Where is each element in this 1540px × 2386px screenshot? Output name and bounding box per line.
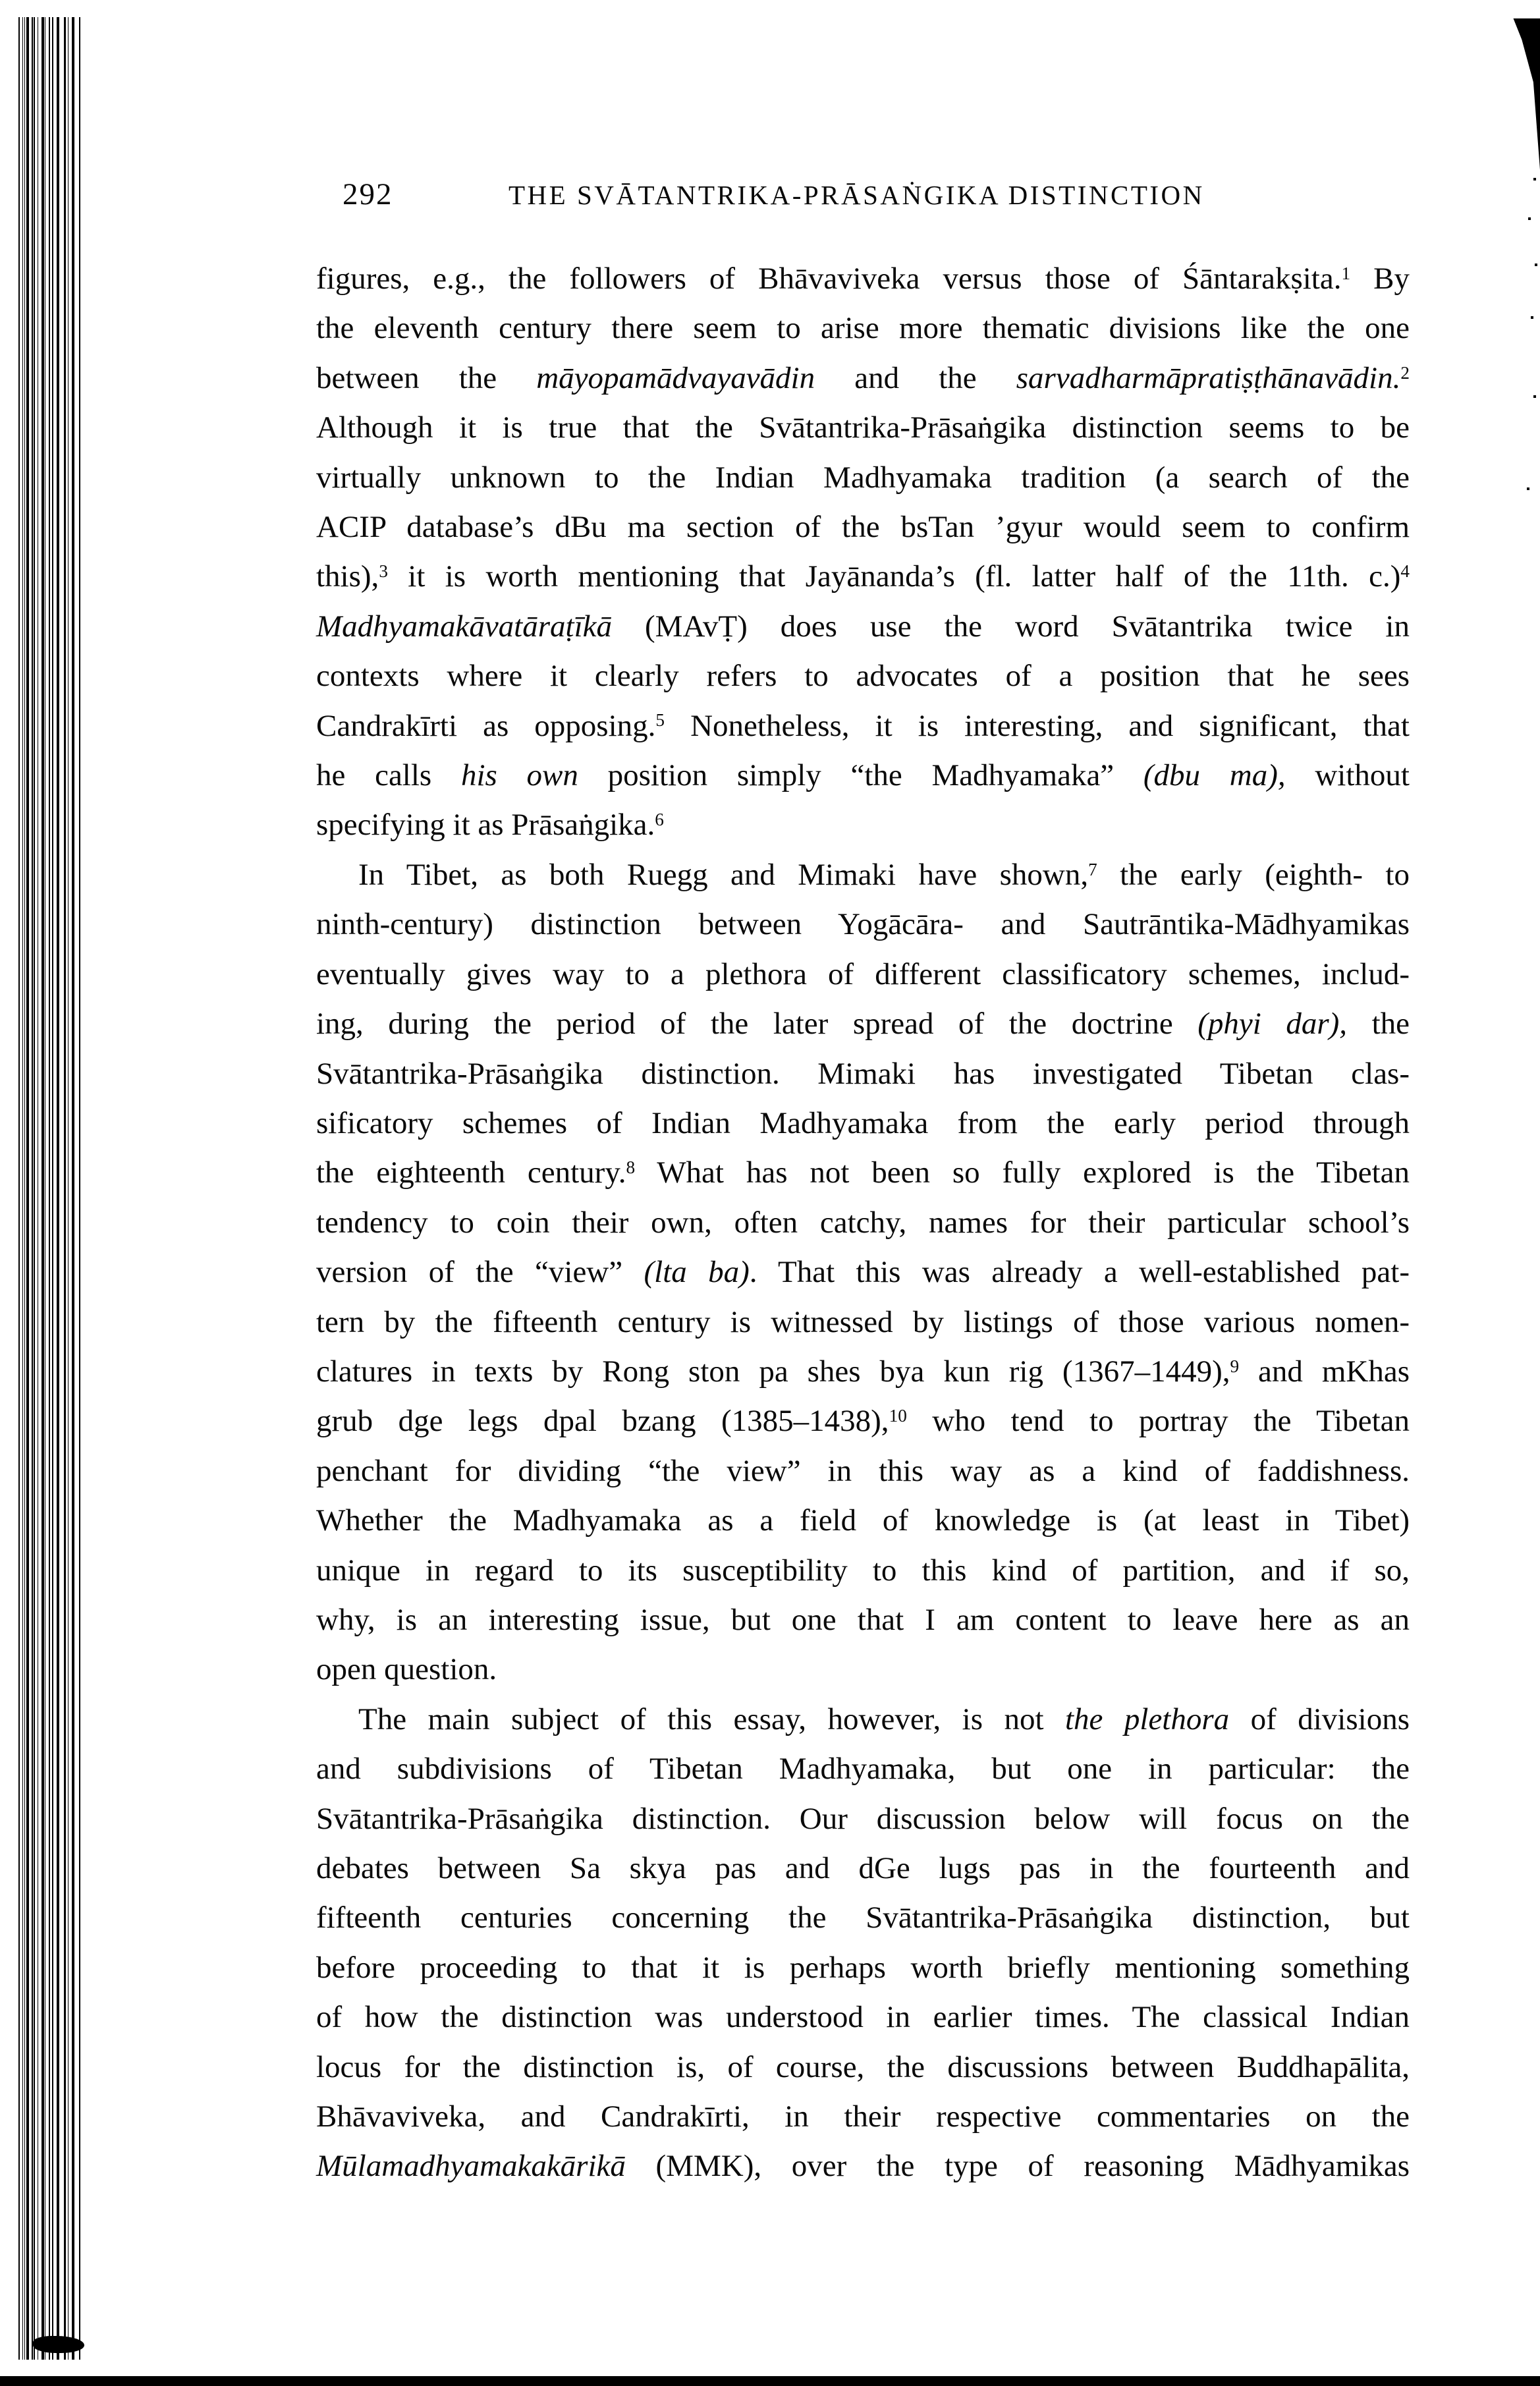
text-line <box>316 1397 1410 1446</box>
text-segment: his own <box>460 758 578 793</box>
footnote-reference: 4 <box>1400 561 1410 582</box>
text-segment: Mūlamadhyamakakārikā <box>316 2149 626 2184</box>
text-line <box>316 1645 1410 1694</box>
text-segment: open question. <box>316 1652 497 1687</box>
text-segment: figures, e.g., the followers of Bhāvaviveka versus those of Śāntarakṣita. <box>316 262 1342 296</box>
text-line <box>316 453 1410 503</box>
running-title: THE SVĀTANTRIKA-PRĀSAṄGIKA DISTINCTION <box>509 180 1205 210</box>
footnote-reference: 5 <box>655 710 665 731</box>
text-line <box>316 1099 1410 1148</box>
text-segment: Svātantrika-Prāsaṅgika distinction. Mimaki has investigated Tibetan clas- <box>316 1056 1410 1091</box>
text-line <box>316 950 1410 999</box>
text-line <box>316 751 1410 800</box>
text-segment: this), <box>316 559 379 594</box>
text-segment: ing, during the period of the later spread of the doctrine <box>316 1007 1198 1041</box>
text-segment: clatures in texts by Rong ston pa shes bya kun rig (1367–1449), <box>316 1354 1230 1389</box>
text-line <box>316 1546 1410 1595</box>
text-segment: of divisions <box>1229 1702 1410 1736</box>
text-segment: of how the distinction was understood in earlier times. The classical Indian <box>316 2000 1410 2035</box>
text-segment: tendency to coin their own, often catchy, names for their particular school’s <box>316 1205 1410 1240</box>
text-line <box>316 1049 1410 1099</box>
text-segment: and the <box>815 360 1016 395</box>
footnote-reference: 10 <box>889 1406 907 1426</box>
binding-blob-artifact <box>33 2336 84 2353</box>
text-line <box>316 1447 1410 1496</box>
text-segment: sarvadharmāpratiṣṭhānavādin. <box>1016 360 1401 395</box>
text-line <box>316 1496 1410 1545</box>
binding-streaks-artifact <box>18 17 82 2360</box>
text-segment: debates between Sa skya pas and dGe lugs pas in the fourteenth and <box>316 1851 1410 1885</box>
text-line <box>316 304 1410 353</box>
corner-speck-artifacts <box>1533 178 1536 180</box>
text-segment: (lta ba) <box>644 1255 750 1290</box>
text-segment: Candrakīrti as opposing. <box>316 708 656 743</box>
text-segment: eventually gives way to a plethora of different classificatory schemes, includ- <box>316 957 1410 991</box>
text-segment: and subdivisions of Tibetan Madhyamaka, but one in particular: the <box>316 1752 1410 1787</box>
text-block <box>316 254 1410 2192</box>
text-line <box>316 1993 1410 2042</box>
text-line <box>316 1595 1410 1645</box>
text-segment: who tend to portray the Tibetan <box>906 1404 1410 1439</box>
text-segment: it is worth mentioning that Jayānanda’s (fl. latter half of the 11th. c.) <box>387 559 1401 594</box>
footnote-reference: 1 <box>1341 263 1351 283</box>
text-line <box>316 2142 1410 2191</box>
text-segment: penchant for dividing “the view” in this way as a kind of faddishness. <box>316 1453 1410 1488</box>
text-segment: (MAvṬ) does use the word Svātantrika twice in <box>612 609 1410 644</box>
text-segment: By <box>1350 262 1410 296</box>
text-segment: Nonetheless, it is interesting, and significant, that <box>665 708 1410 743</box>
text-segment: version of the “view” <box>316 1255 644 1290</box>
text-line <box>316 652 1410 701</box>
text-line <box>316 1198 1410 1248</box>
text-segment: Whether the Madhyamaka as a field of knowledge is (at least in Tibet) <box>316 1503 1410 1538</box>
footnote-reference: 6 <box>655 810 664 830</box>
text-line <box>316 800 1410 850</box>
text-line <box>316 602 1410 652</box>
text-line <box>316 503 1410 552</box>
text-line <box>316 403 1410 453</box>
text-segment: the plethora <box>1065 1702 1230 1736</box>
footnote-reference: 8 <box>626 1157 636 1178</box>
bottom-scan-bar <box>0 2376 1540 2386</box>
text-segment: before proceeding to that it is perhaps worth briefly mentioning something <box>316 1950 1410 1985</box>
text-segment: grub dge legs dpal bzang (1385–1438), <box>316 1404 889 1439</box>
corner-scan-artifact <box>1510 18 1540 170</box>
text-line <box>316 254 1410 304</box>
text-segment: Bhāvaviveka, and Candrakīrti, in their respective commentaries on the <box>316 2099 1410 2134</box>
footnote-reference: 3 <box>379 561 388 582</box>
text-line <box>316 1298 1410 1347</box>
text-segment: (dbu ma), <box>1143 758 1286 793</box>
text-segment: ACIP database’s dBu ma section of the bsTan ’gyur would seem to confirm <box>316 510 1410 545</box>
text-segment: without <box>1285 758 1410 793</box>
text-segment: tern by the fifteenth century is witnessed by listings of those various nomen- <box>316 1304 1410 1339</box>
text-segment: the <box>1347 1007 1410 1041</box>
text-line <box>316 2043 1410 2092</box>
text-segment: why, is an interesting issue, but one that I am content to leave here as an <box>316 1602 1410 1637</box>
page-number: 292 <box>343 177 393 211</box>
text-segment: What has not been so fully explored is the Tibetan <box>635 1155 1410 1190</box>
text-line <box>316 1844 1410 1893</box>
text-line <box>316 850 1410 900</box>
text-line <box>316 354 1410 403</box>
text-line <box>316 1148 1410 1198</box>
text-segment: the early (eighth- to <box>1097 857 1410 892</box>
text-segment: . That this was already a well-established pat- <box>749 1255 1410 1290</box>
text-segment: he calls <box>316 758 461 793</box>
text-line <box>316 1893 1410 1943</box>
text-line <box>316 2092 1410 2142</box>
text-segment: (MMK), over the type of reasoning Mādhyamikas <box>625 2149 1410 2184</box>
text-segment: fifteenth centuries concerning the Svātantrika-Prāsaṅgika distinction, but <box>316 1900 1410 1935</box>
text-segment: sificatory schemes of Indian Madhyamaka from the early period through <box>316 1105 1410 1140</box>
text-segment: the eleventh century there seem to arise more thematic divisions like the one <box>316 311 1410 346</box>
footnote-reference: 7 <box>1088 859 1097 879</box>
text-line <box>316 1347 1410 1397</box>
text-line <box>316 1695 1410 1744</box>
text-segment: (phyi dar), <box>1197 1007 1348 1041</box>
text-segment: and mKhas <box>1239 1354 1410 1389</box>
text-line <box>316 1248 1410 1297</box>
text-line <box>316 1943 1410 1993</box>
text-line <box>316 702 1410 751</box>
text-segment: māyopamādvayavādin <box>536 360 815 395</box>
text-line <box>316 1794 1410 1844</box>
text-segment: contexts where it clearly refers to advocates of a position that he sees <box>316 659 1410 694</box>
text-line <box>316 900 1410 949</box>
text-segment: Although it is true that the Svātantrika-Prāsaṅgika distinction seems to be <box>316 410 1410 445</box>
text-segment: unique in regard to its susceptibility to this kind of partition, and if so, <box>316 1553 1410 1588</box>
text-segment: ninth-century) distinction between Yogācāra- and Sautrāntika-Mādhyamikas <box>316 907 1410 942</box>
text-line <box>316 552 1410 601</box>
footnote-reference: 9 <box>1230 1356 1240 1376</box>
text-line <box>316 999 1410 1049</box>
text-segment: position simply “the Madhyamaka” <box>578 758 1143 793</box>
text-segment: Madhyamakāvatāraṭīkā <box>316 609 613 644</box>
text-segment: Svātantrika-Prāsaṅgika distinction. Our discussion below will focus on the <box>316 1801 1410 1836</box>
text-segment: specifying it as Prāsaṅgika. <box>316 808 655 843</box>
text-segment: In Tibet, as both Ruegg and Mimaki have shown, <box>358 857 1089 892</box>
footnote-reference: 2 <box>1400 362 1410 383</box>
text-segment: locus for the distinction is, of course, the discussions between Buddhapālita, <box>316 2049 1410 2084</box>
text-segment: The main subject of this essay, however, is not <box>358 1702 1065 1736</box>
text-line <box>316 1744 1410 1794</box>
text-segment: between the <box>316 360 537 395</box>
text-segment: the eighteenth century. <box>316 1155 626 1190</box>
text-segment: virtually unknown to the Indian Madhyamaka tradition (a search of the <box>316 460 1410 495</box>
